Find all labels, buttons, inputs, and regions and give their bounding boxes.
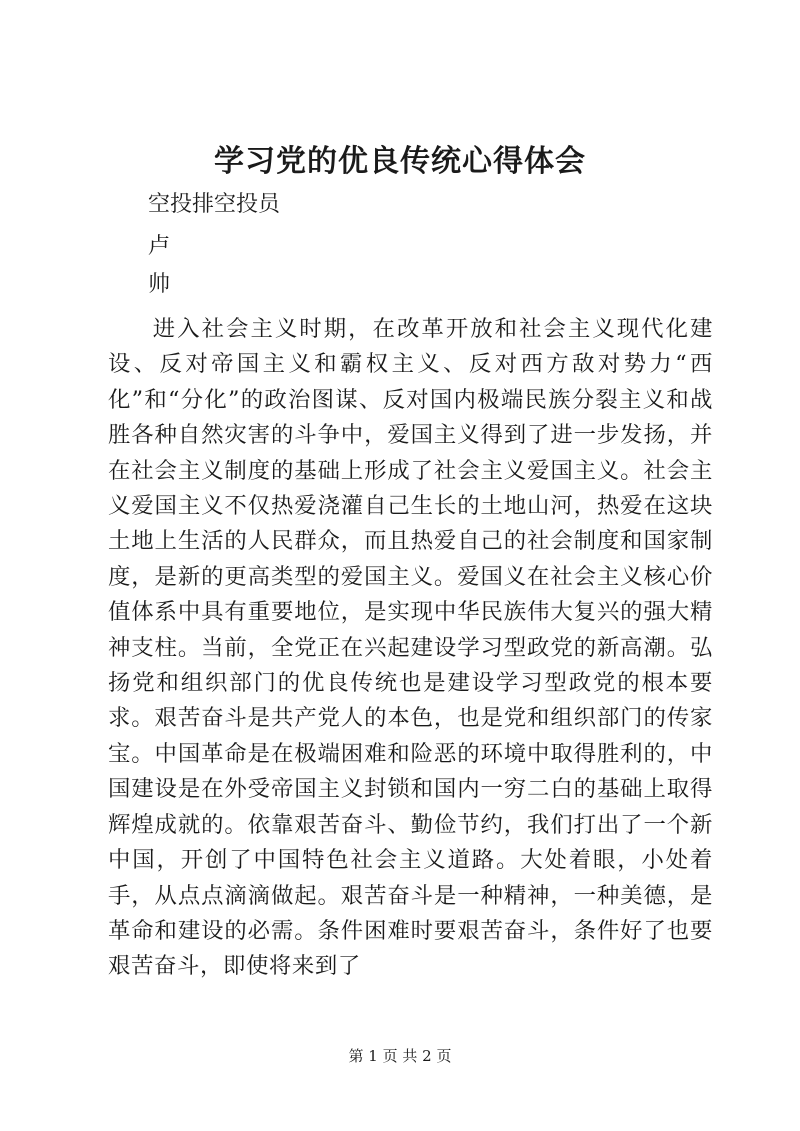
author-name-second: 帅 xyxy=(148,272,171,297)
author-name-first: 卢 xyxy=(148,234,171,259)
author-unit: 空投排空投员 xyxy=(148,192,281,217)
page-footer: 第 1 页 共 2 页 xyxy=(348,1047,452,1065)
body-paragraph: 进入社会主义时期，在改革开放和社会主义现代化建设、反对帝国主义和霸权主义、反对西方敌对势力“西化”和“分化”的政治图谋、反对国内极端民族分裂主义和战胜各种自然灾害的斗争中，爱国主义得到了进一步发扬，并在社会主义制度的基础上形成了社会主义爱国主义。社会主义爱国主义不仅热爱浇灌自己生长的土地山河，热爱在这块土地上生活的人民群众，而且热爱自己的社会制度和国家制度，是新的更高类型的爱国主义。爱国义在社会主义核心价值体系中具有重要地位，是实现中华民族伟大复兴的强大精神支柱。当前，全党正在兴起建设学习型政党的新高潮。弘扬党和组织部门的优良传统也是建设学习型政党的根本要求。艰苦奋斗是共产党人的本色，也是党和组织部门的传家宝。中国革命是在极端困难和险恶的环境中取得胜利的，中国建设是在外受帝国主义封锁和国内一穷二白的基础上取得辉煌成就的。依靠艰苦奋斗、勤俭节约，我们打出了一个新中国，开创了中国特色社会主义道路。大处着眼，小处着手，从点点滴滴做起。艰苦奋斗是一种精神，一种美德，是革命和建设的必需。条件困难时要艰苦奋斗，条件好了也要艰苦奋斗，即使将来到了 xyxy=(108,316,713,980)
page-title: 学习党的优良传统心得体会 xyxy=(214,144,586,179)
